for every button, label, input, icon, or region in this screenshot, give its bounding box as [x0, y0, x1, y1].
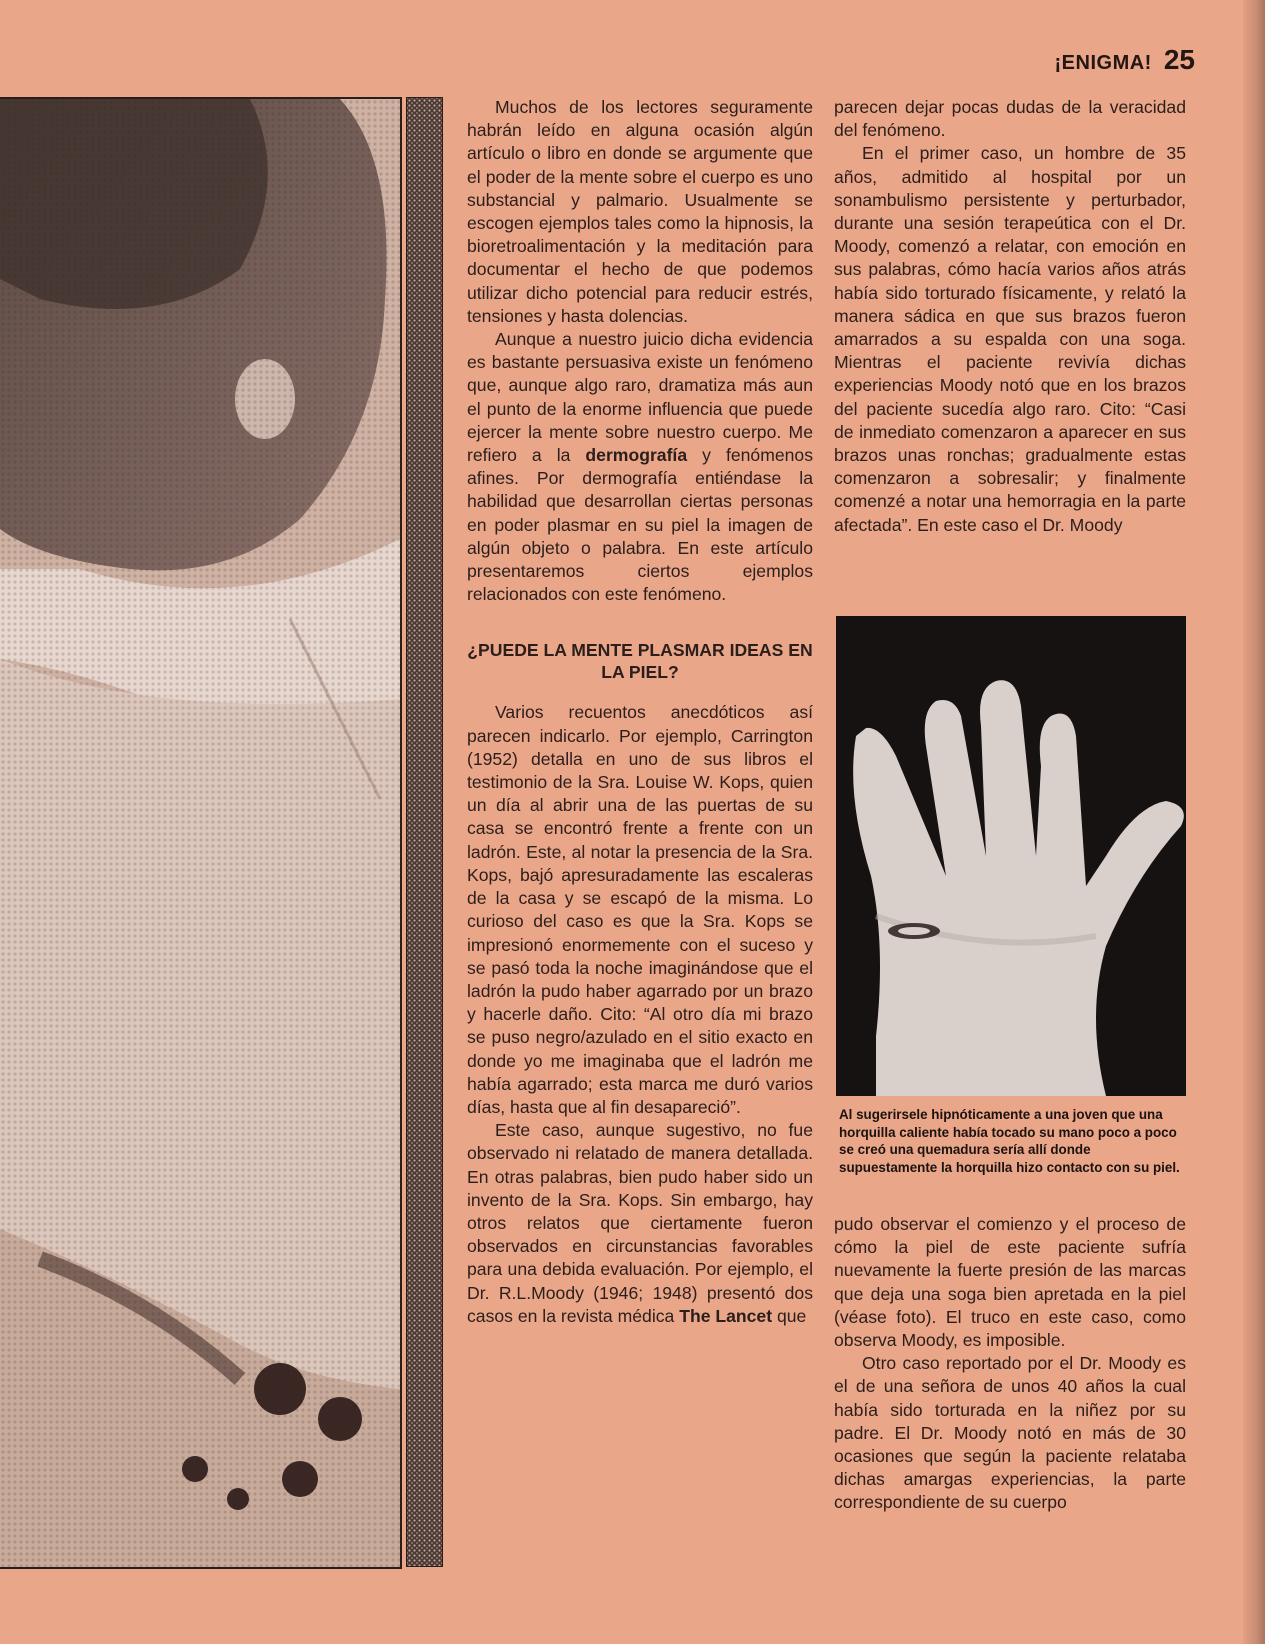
page-header	[1000, 44, 1195, 84]
paragraph: pudo observar el comienzo y el proceso de cómo la piel de este paciente sufría nuevamente la fuerte presión de las marcas que deja una soga bien apretada en la piel (véase foto). El truco en este caso, como observa Moody, es imposible.	[834, 1214, 1186, 1351]
left-photo-image	[0, 99, 400, 1567]
hand-photo	[836, 616, 1186, 1096]
page-number: 25	[1163, 44, 1195, 75]
magazine-name: ¡ENIGMA!	[1054, 52, 1152, 74]
paragraph: parecen dejar pocas dudas de la veracidad del fenómeno.	[834, 97, 1186, 141]
article-column-1	[467, 96, 813, 1561]
paragraph: Muchos de los lectores seguramente habrán leído en alguna ocasión algún artículo o libro en donde se argumente que el poder de la mente sobre el cuerpo es uno substancial y palmario. Usualmente se escogen ejemplos tales como la hipnosis, la bioretroalimentación y la meditación para documentar el hecho de que podemos utilizar dicho potencial para reducir estrés, tensiones y hasta dolencias.	[467, 97, 813, 326]
bold-term: dermografía	[585, 445, 688, 466]
text-run: Aunque a nuestro juicio dicha evidencia es bastante persuasiva existe un fenómeno que, aunque algo raro, dramatiza más aun el punto de la enorme influencia que puede ejercer la mente sobre nuestro cuerpo. Me refiero a la	[467, 329, 813, 466]
paragraph	[467, 328, 813, 606]
text-run: Este caso, aunque sugestivo, no fue observado ni relatado de manera detallada. En otras palabras, bien pudo haber sido un invento de la Sra. Kops. Sin embargo, hay otros relatos que ciertamente fueron observados en circunstancias favorables para una debida evaluación. Por ejemplo, el Dr. R.L.Moody (1946; 1948) presentó dos casos en la revista médica	[467, 1120, 813, 1326]
text-run: y fenómenos afines. Por dermografía entiéndase la habilidad que desarrollan ciertas personas en poder plasmar en su piel la imagen de algún objeto o palabra. En este artículo presentaremos ciertos ejemplos relacionados con este fenómeno.	[467, 445, 814, 605]
paper-edge	[1243, 0, 1265, 1644]
paragraph: En el primer caso, un hombre de 35 años, admitido al hospital por un sonambulismo persistente y perturbador, durante una sesión terapeútica con el Dr. Moody, comenzó a relatar, con emoción en sus palabras, cómo hacía varios años atrás había sido torturado físicamente, y relató la manera sádica en que sus brazos fueron amarrados a su espalda con una soga. Mientras el paciente revivía dichas experiencias Moody notó que en los brazos del paciente sucedía algo raro. Cito: “Casi de inmediato comenzaron a aparecer en sus brazos unas ronchas; gradualmente estas comenzaron a sobresalir; y finalmente comenzé a notar una hemorragia en la parte afectada”. En este caso el Dr. Moody	[834, 143, 1186, 535]
paragraph: Varios recuentos anecdóticos así parecen indicarlo. Por ejemplo, Carrington (1952) detalla en uno de sus libros el testimonio de la Sra. Louise W. Kops, quien un día al abrir una de las puertas de su casa se encontró frente a frente con un ladrón. Este, al notar la presencia de la Sra. Kops, bajó apresuradamente las escaleras de la casa y se escapó de la misma. Lo curioso del caso es que la Sra. Kops se impresionó enormemente con el suceso y se pasó toda la noche imaginándose que el ladrón la pudo haber agarrado por un brazo y hacerle daño. Cito: “Al otro día mi brazo se puso negro/azulado en el sitio exacto en donde yo me imaginaba que el ladrón me había agarrado; esta marca me duró varios días, hasta que al fin desapareció”.	[467, 702, 813, 1117]
bold-term: The Lancet	[679, 1305, 773, 1326]
section-heading: ¿PUEDE LA MENTE PLASMAR IDEAS EN LA PIEL?	[467, 640, 813, 683]
paragraph	[467, 1119, 813, 1328]
article-column-2-top	[834, 96, 1186, 537]
photo-caption: Al sugerirsele hipnóticamente a una joven que una horquilla caliente había tocado su mano poco a poco se creó una quemadura sería allí donde supuestamente la horquilla hizo contacto con su piel.	[839, 1107, 1180, 1175]
article-column-2-bottom	[834, 1213, 1186, 1515]
hand-image	[836, 616, 1186, 1096]
text-run: que	[772, 1305, 807, 1326]
left-photo-halftone	[0, 97, 402, 1569]
decorative-halftone-bar	[406, 97, 443, 1567]
paragraph: Otro caso reportado por el Dr. Moody es el de una señora de unos 40 años la cual había sido torturada en la niñez por su padre. El Dr. Moody notó en más de 30 ocasiones que según la paciente relataba dichas amargas experiencias, la parte correspondiente de su cuerpo	[834, 1353, 1186, 1513]
